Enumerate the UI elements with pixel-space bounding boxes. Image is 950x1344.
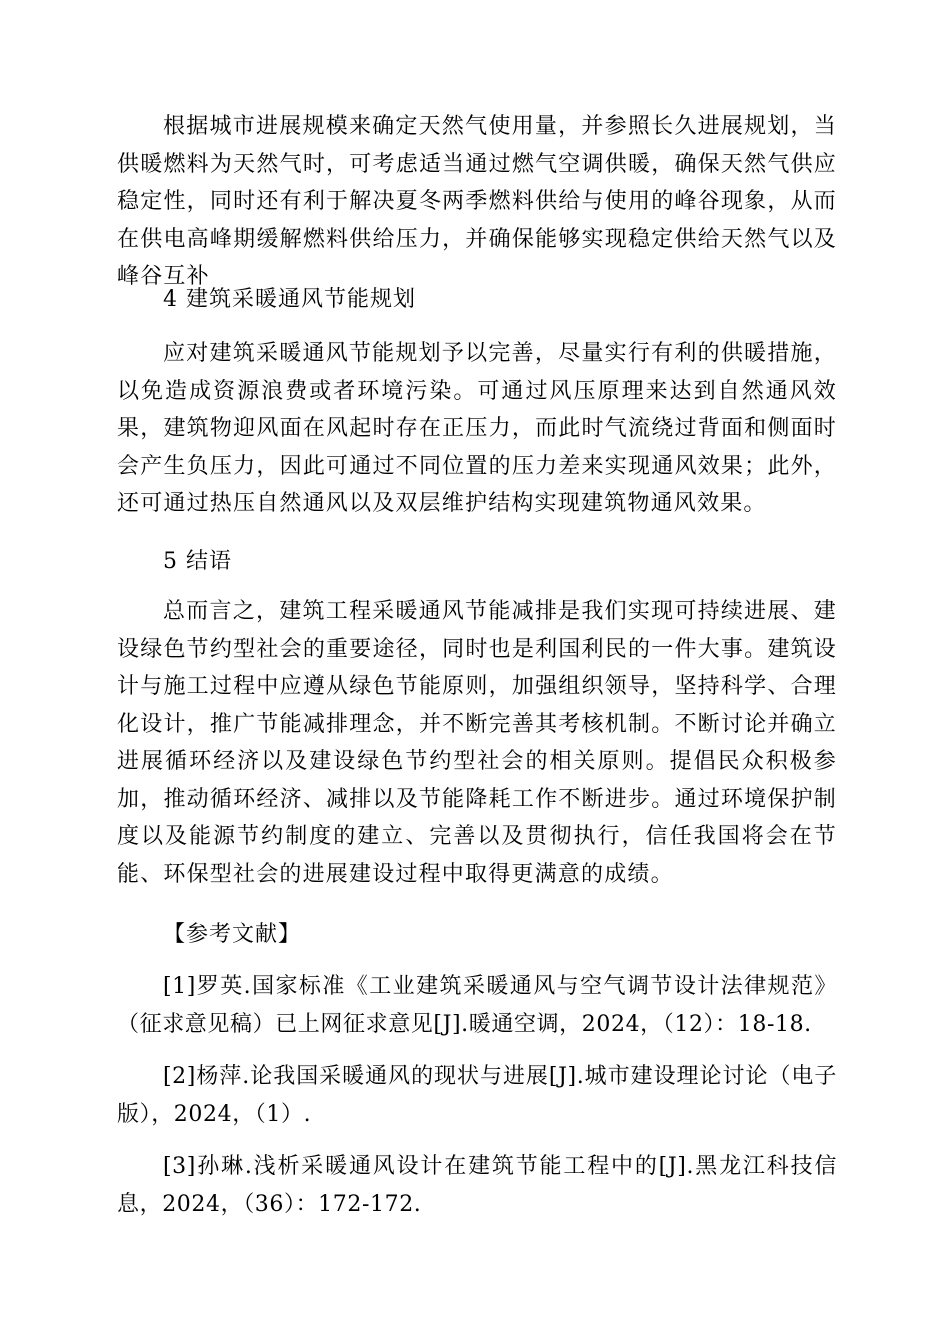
reference-item-1: [1]罗英.国家标准《工业建筑采暖通风与空气调节设计法律规范》（征求意见稿）已上网征求意见[J].暖通空调，2024，（12）：18-18. <box>117 974 837 1037</box>
body-paragraph-ventilation: 应对建筑采暖通风节能规划予以完善，尽量实行有利的供暖措施，以免造成资源浪费或者环境污染。可通过风压原理来达到自然通风效果，建筑物迎风面在风起时存在正压力，而此时气流绕过背面和侧面时会产生负压力，因此可通过不同位置的压力差来实现通风效果；此外，还可通过热压自然通风以及双层维护结构实现建筑物通风效果。 <box>117 341 837 516</box>
reference-item-2: [2]杨萍.论我国采暖通风的现状与进展[J].城市建设理论讨论（电子版），2024，（1）. <box>117 1064 837 1127</box>
body-paragraph-conclusion: 总而言之，建筑工程采暖通风节能减排是我们实现可持续进展、建设绿色节约型社会的重要途径，同时也是利国利民的一件大事。建筑设计与施工过程中应遵从绿色节能原则，加强组织领导，坚持科学、合理化设计，推广节能减排理念，并不断完善其考核机制。不断讨论并确立进展循环经济以及建设绿色节约型社会的相关原则。提倡民众积极参加，推动循环经济、减排以及节能降耗工作不断进步。通过环境保护制度以及能源节约制度的建立、完善以及贯彻执行，信任我国将会在节能、环保型社会的进展建设过程中取得更满意的成绩。 <box>117 599 837 887</box>
body-paragraph-natural-gas: 根据城市进展规模来确定天然气使用量，并参照长久进展规划，当供暖燃料为天然气时，可考虑适当通过燃气空调供暖，确保天然气供应稳定性，同时还有利于解决夏冬两季燃料供给与使用的峰谷现象，从而在供电高峰期缓解燃料供给压力，并确保能够实现稳定供给天然气以及峰谷互补 <box>117 114 837 289</box>
reference-item-3: [3]孙琳.浅析采暖通风设计在建筑节能工程中的[J].黑龙江科技信息，2024，（36）：172-172. <box>117 1154 837 1217</box>
section-heading-4: 4 建筑采暖通风节能规划 <box>163 287 416 312</box>
section-heading-5: 5 结语 <box>163 549 232 574</box>
references-heading: 【参考文献】 <box>163 922 302 947</box>
